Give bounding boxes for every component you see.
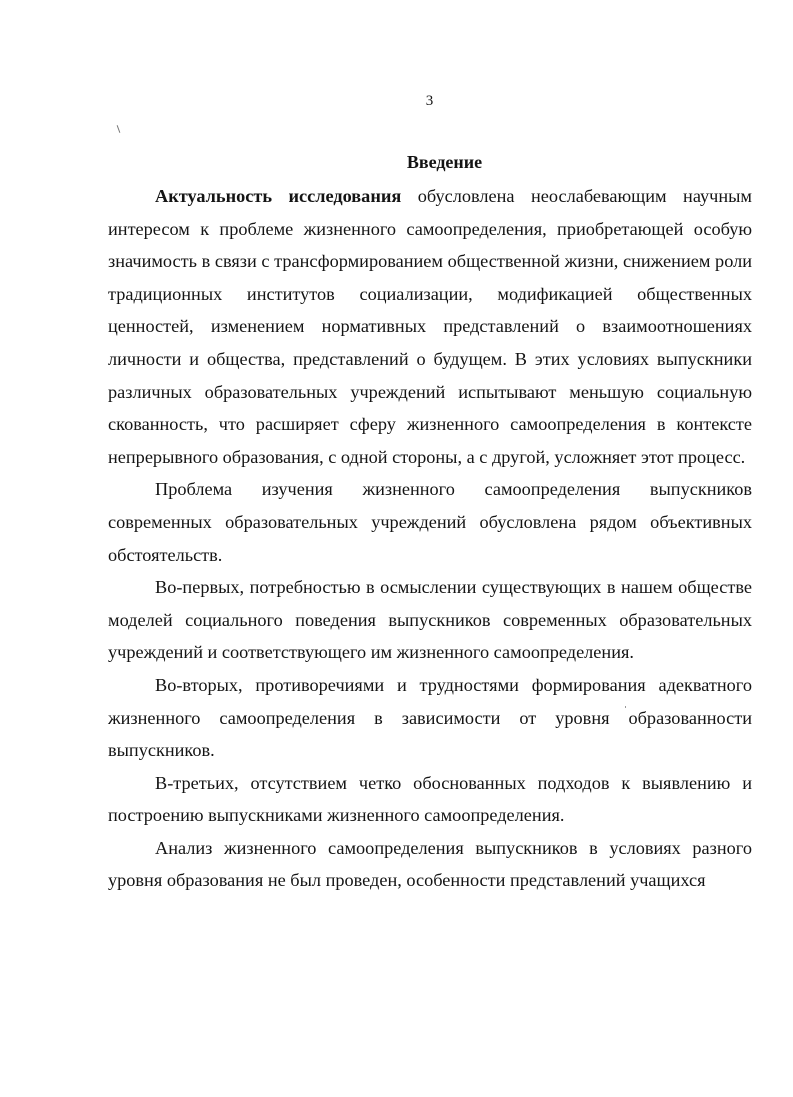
paragraph (108, 669, 752, 767)
paragraph-text: Проблема изучения жизненного самоопределения выпускников современных образовательных учреждений обусловлена рядом объективных обстоятельств. (108, 479, 752, 565)
paragraph (108, 473, 752, 571)
paragraph-text: обусловлена неослабевающим научным интересом к проблеме жизненного самоопределения, приобретающей особую значимость в связи с трансформированием общественной жизни, снижением роли традиционных институтов социализации, модификацией общественных ценностей, изменением нормативных представлений о взаимоотношениях личности и общества, представлений о будущем. В этих условиях выпускники различных образовательных учреждений испытывают меньшую социальную скованность, что расширяет сферу жизненного самоопределения в контексте непрерывного образования, с одной стороны, а с другой, усложняет этот процесс. (108, 186, 752, 467)
section-heading: Введение (406, 152, 483, 172)
paragraph (108, 832, 752, 897)
paragraph-text: Во-первых, потребностью в осмыслении существующих в нашем обществе моделей социального поведения выпускников современных образовательных учреждений и соответствующего им жизненного самоопределения. (108, 577, 752, 663)
paragraph-text: Во-вторых, противоречиями и трудностями формирования адекватного жизненного самоопределения в зависимости от уровня образованности выпускников. (108, 674, 752, 761)
paragraph-text: Анализ жизненного самоопределения выпускников в условиях разного уровня образования не был проведен, особенности представлений учащихся (108, 837, 752, 891)
page-number: 3 (425, 93, 434, 109)
scan-artifact (117, 125, 121, 133)
paragraph (108, 571, 752, 669)
body-text (108, 180, 752, 897)
paragraph (108, 767, 752, 832)
paragraph-lead: Актуальность исследования (155, 186, 402, 206)
paragraph-text: В-третьих, отсутствием четко обоснованных подходов к выявлению и построению выпускниками жизненного самоопределения. (108, 772, 752, 826)
paragraph (108, 180, 752, 473)
